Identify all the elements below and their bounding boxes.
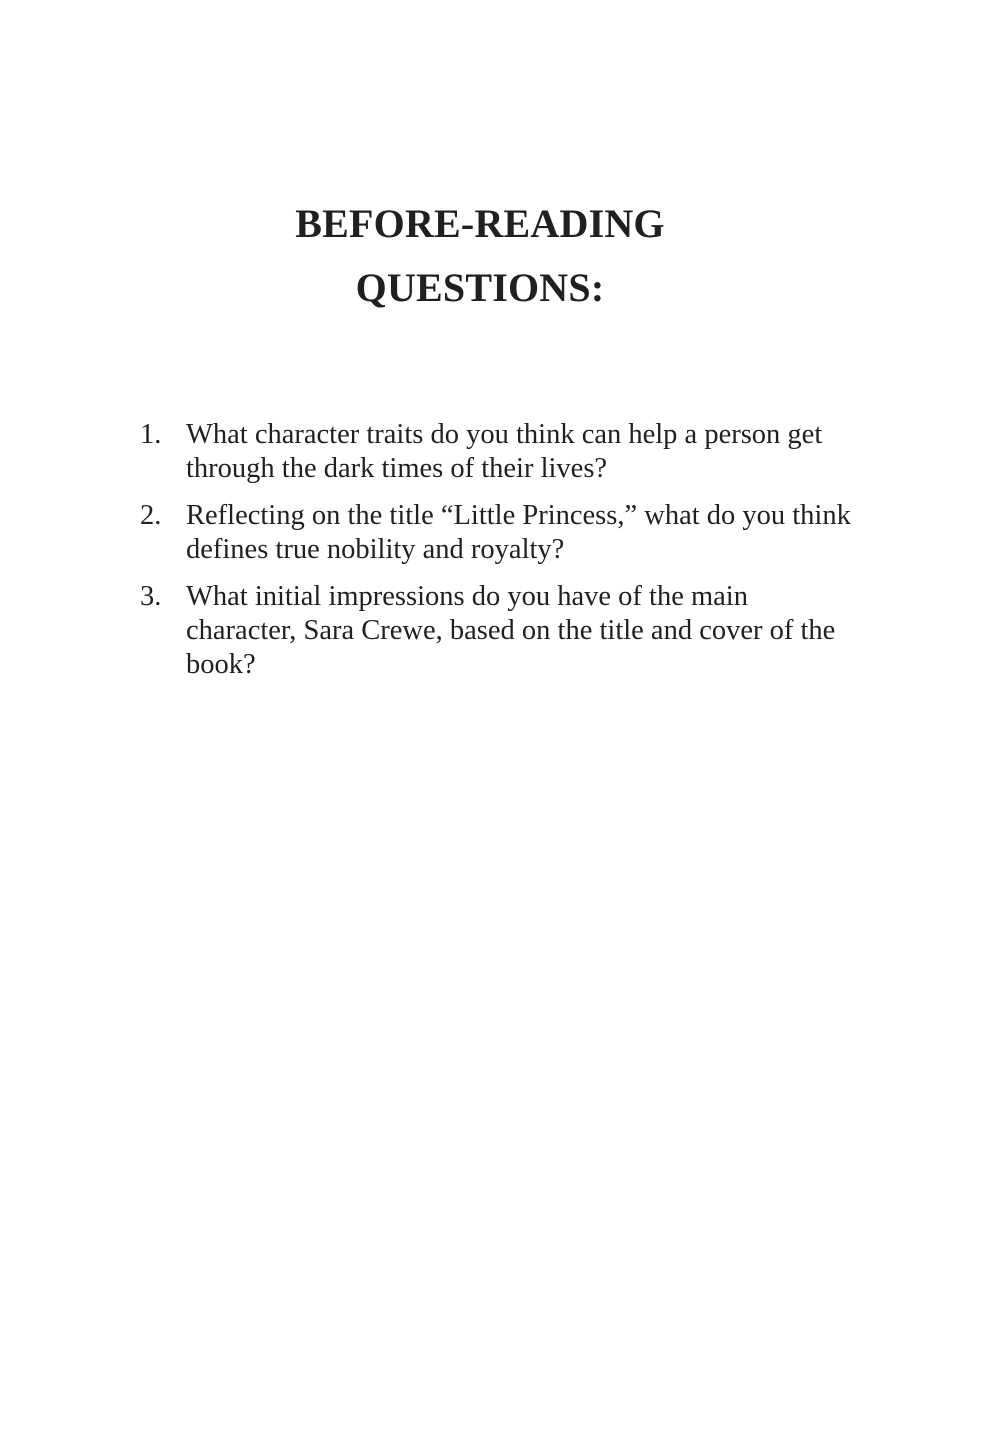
heading-line-1: BEFORE-READING — [295, 201, 665, 246]
question-number: 1. — [140, 419, 162, 450]
question-text: Reflecting on the title “Little Princess,” what do you think defines true nobility and royalty? — [186, 500, 851, 565]
question-text: What initial impressions do you have of the main character, Sara Crewe, based on the title and cover of the book? — [186, 581, 836, 680]
page-heading — [0, 192, 960, 320]
questions-list — [140, 418, 860, 695]
question-number: 2. — [140, 500, 162, 531]
question-item — [140, 418, 860, 486]
heading-line-2: QUESTIONS: — [355, 265, 605, 310]
question-item — [140, 499, 860, 567]
question-item — [140, 580, 860, 682]
question-text: What character traits do you think can help a person get through the dark times of their lives? — [186, 419, 823, 484]
question-number: 3. — [140, 581, 162, 612]
